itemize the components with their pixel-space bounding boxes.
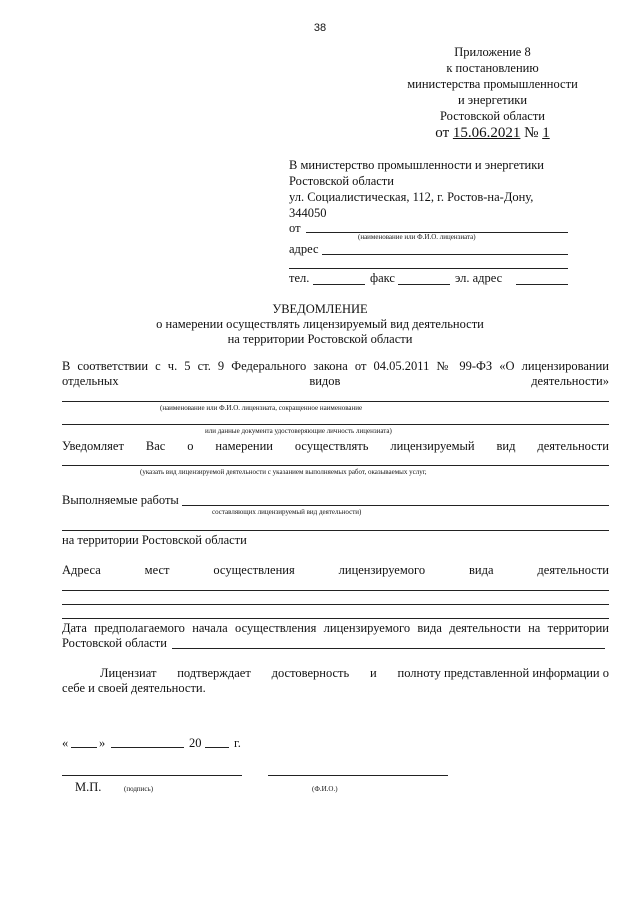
number-sign: №	[524, 125, 539, 141]
word: полноту представленной информации о	[397, 666, 609, 680]
fio-field[interactable]	[268, 775, 448, 776]
word: мест	[144, 563, 170, 577]
addressee-line: 344050	[289, 206, 327, 220]
page-number: 38	[313, 22, 327, 34]
addressee-line: ул. Социалистическая, 112, г. Ростов-на-Дону,	[289, 190, 534, 204]
stamp-label: М.П.	[75, 780, 102, 794]
from-label: от	[289, 221, 301, 235]
para1-text: В соответствии с ч. 5 ст. 9 Федерального закона от 04.05.2011 № 99-ФЗ «О лицензировании	[62, 359, 609, 373]
word: Лицензиат	[100, 666, 157, 680]
activity-field[interactable]	[62, 465, 609, 466]
word: подтверждает	[177, 666, 251, 680]
word: отдельных	[62, 374, 119, 388]
word: и	[370, 666, 377, 680]
word: лицензируемый	[390, 439, 475, 453]
licensee-name-field[interactable]	[62, 401, 609, 402]
word: Адреса	[62, 563, 101, 577]
word: о	[187, 439, 194, 453]
word: осуществлять	[294, 439, 369, 453]
email-field[interactable]	[516, 284, 568, 285]
notice-subtitle: о намерении осуществлять лицензируемый вид деятельности	[156, 317, 484, 331]
day-field[interactable]	[71, 747, 97, 748]
word: осуществления	[213, 563, 295, 577]
email-label: эл. адрес	[455, 271, 503, 285]
fio-hint: (Ф.И.О.)	[312, 785, 338, 793]
appendix-line: Приложение 8	[454, 45, 531, 59]
address-field[interactable]	[322, 254, 568, 255]
year-prefix: 20	[189, 736, 202, 750]
word: достоверность	[271, 666, 350, 680]
confirm-line1	[100, 666, 609, 681]
appendix-line: министерства промышленности	[407, 77, 578, 91]
address-field-2[interactable]	[289, 268, 568, 269]
word: деятельности	[537, 439, 609, 453]
decree-number: 1	[542, 125, 550, 141]
addressee-line: Ростовской области	[289, 174, 394, 188]
tel-field[interactable]	[313, 284, 365, 285]
year-field[interactable]	[205, 747, 229, 748]
word: деятельности»	[531, 374, 609, 388]
start-date-text: Дата предполагаемого начала осуществления лицензируемого вида деятельности на территории	[62, 621, 609, 635]
places-line	[62, 563, 609, 578]
addressee-line: В министерство промышленности и энергетики	[289, 158, 544, 172]
works-label: Выполняемые работы	[62, 493, 179, 507]
start-date-line1	[62, 621, 609, 636]
word: вида	[469, 563, 494, 577]
signature-hint: (подпись)	[124, 785, 154, 793]
notice-heading: УВЕДОМЛЕНИЕ	[272, 302, 368, 316]
notice-subtitle: на территории Ростовской области	[227, 332, 413, 346]
appendix-line: к постановлению	[446, 61, 539, 75]
places-field-2[interactable]	[62, 604, 609, 605]
licensee-doc-hint: или данные документа удостоверяющие личность лицензиата)	[205, 427, 392, 435]
appendix-line: Ростовской области	[440, 109, 545, 123]
notify-line	[62, 439, 609, 454]
tel-label: тел.	[289, 271, 310, 285]
start-date-field[interactable]	[172, 648, 605, 649]
word: Уведомляет	[62, 439, 124, 453]
places-field-1[interactable]	[62, 590, 609, 591]
address-label: адрес	[289, 242, 319, 256]
signature-field[interactable]	[62, 775, 242, 776]
fax-field[interactable]	[398, 284, 450, 285]
notice-title	[0, 302, 640, 347]
licensee-doc-field[interactable]	[62, 424, 609, 425]
para1-line1	[62, 359, 609, 374]
fax-label: факс	[370, 271, 395, 285]
word: видов	[309, 374, 341, 388]
places-field-3[interactable]	[62, 618, 609, 619]
territory-text: на территории Ростовской области	[62, 533, 247, 547]
word: Вас	[145, 439, 166, 453]
confirm-line2: себе и своей деятельности.	[62, 681, 206, 695]
addressee-block	[289, 157, 589, 221]
word: деятельности	[537, 563, 609, 577]
from-hint: (наименование или Ф.И.О. лицензиата)	[358, 233, 476, 241]
decree-date: 15.06.2021	[452, 125, 521, 141]
works-hint: составляющих лицензируемый вид деятельности)	[212, 508, 362, 516]
year-suffix: г.	[234, 736, 241, 750]
start-date-line2: Ростовской области	[62, 636, 167, 650]
month-field[interactable]	[111, 747, 184, 748]
appendix-date-line	[395, 124, 590, 142]
appendix-block	[395, 44, 590, 142]
licensee-name-hint: (наименование или Ф.И.О. лицензиата, сокращенное наименование	[160, 404, 363, 412]
date-prefix: от	[435, 125, 450, 141]
date-open-quote: «	[62, 736, 69, 750]
appendix-line: и энергетики	[457, 93, 528, 107]
word: вид	[496, 439, 516, 453]
para1-line2	[62, 374, 609, 389]
word: лицензируемого	[338, 563, 426, 577]
works-field-2[interactable]	[62, 530, 609, 531]
word: намерении	[215, 439, 273, 453]
activity-hint: (указать вид лицензируемой деятельности с указанием выполняемых работ, оказываемых услуг,	[140, 468, 427, 476]
date-close-quote: »	[99, 736, 106, 750]
works-field[interactable]	[182, 505, 609, 506]
